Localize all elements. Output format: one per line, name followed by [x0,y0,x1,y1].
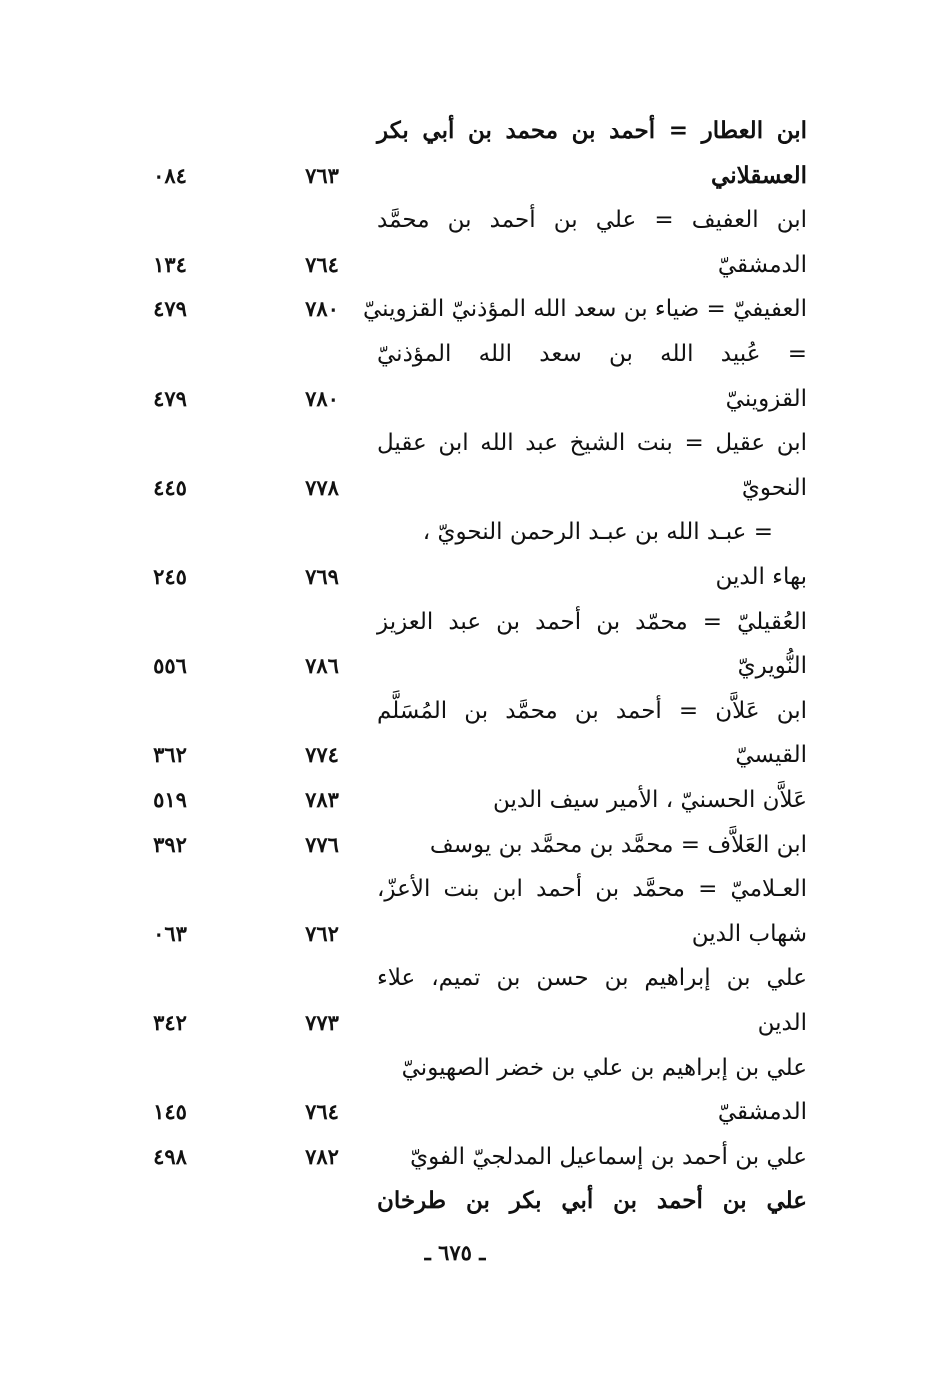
entry-name: الدمشقيّ [717,1099,807,1125]
entry-year: ٧٨٠ [305,386,339,411]
entry-page-ref: ٣٤٢ [153,1010,187,1035]
index-entry-row [0,867,943,911]
index-entry-row [0,421,943,465]
entry-year: ٧٨٣ [305,787,339,812]
entry-name: العـلاميّ = محمَّد بن أحمد ابن بنت الأعزّ، [377,876,807,902]
entry-name: القيسيّ [735,742,807,768]
entry-name: العسقلاني [711,162,807,189]
entry-year: ٧٦٢ [305,921,339,946]
entry-page-ref: ٤٤٥ [153,475,187,500]
entry-name: ابن العفيف = علي بن أحمد بن محمَّد [377,207,807,233]
index-entry-row [0,1135,943,1179]
entry-page-ref: ١٤٥ [153,1099,187,1124]
index-entry-row [0,689,943,733]
entry-page-ref: ٤٧٩ [153,386,187,411]
index-entry-row [0,1179,943,1223]
index-entry-row [0,377,943,421]
entry-name: علي بن أحمد بن أبي بكر بن طرخان [377,1187,807,1214]
entry-page-ref: ٤٧٩ [153,296,187,321]
entry-year: ٧٦٤ [305,1099,339,1124]
entry-year: ٧٧٨ [305,475,339,500]
index-entry-row [0,644,943,688]
entry-page-ref: ٠٨٤ [153,163,187,188]
index-entry-row [0,778,943,822]
index-entry-row [0,555,943,599]
entry-page-ref: ٠٦٣ [153,921,187,946]
entry-name: علي بن إبراهيم بن علي بن خضر الصهيونيّ [401,1055,807,1081]
entry-name: عَلاَّن الحسنيّ ، الأمير سيف الدين [492,787,807,813]
entry-page-ref: ٥٥٦ [153,653,187,678]
index-entry-row [0,912,943,956]
entry-year: ٧٦٣ [305,163,339,188]
entry-page-ref: ١٣٤ [153,252,187,277]
entry-name: بهاء الدين [715,564,807,590]
entry-year: ٧٨٢ [305,1144,339,1169]
entry-name: = عبـد الله بن عبـد الرحمن النحويّ ، [422,519,773,545]
entry-year: ٧٨٠ [305,296,339,321]
entry-name: ابن العَلاَّف = محمَّد بن محمَّد بن يوسف [429,832,807,858]
entry-year: ٧٧٣ [305,1010,339,1035]
entry-year: ٧٧٤ [305,742,339,767]
page-number: ـ ٦٧٥ ـ [424,1240,486,1265]
entry-year: ٧٨٦ [305,653,339,678]
entry-page-ref: ٣٦٢ [153,742,187,767]
index-entry-row [0,1001,943,1045]
index-entry-row [0,600,943,644]
entry-name: ابن عَلاَّن = أحمد بن محمَّد بن المُسَلَّم [377,698,807,724]
entry-year: ٧٧٦ [305,832,339,857]
entry-name: العفيفيّ = ضياء بن سعد الله المؤذنيّ القزوينيّ [362,296,807,322]
entry-year: ٧٦٩ [305,564,339,589]
entry-name: = عُبيد الله بن سعد الله المؤذنيّ [377,341,807,367]
entry-name: علي بن إبراهيم بن حسن بن تميم، علاء [377,965,807,991]
index-entry-row [0,287,943,331]
entry-page-ref: ٥١٩ [153,787,187,812]
index-entry-row [0,733,943,777]
index-entry-row [0,243,943,287]
entry-name: شهاب الدين [691,921,807,947]
index-entry-row [0,510,943,554]
index-entry-row [0,154,943,198]
entry-name: النحويّ [741,475,807,501]
index-entry-row [0,1090,943,1134]
entry-page-ref: ٤٩٨ [153,1144,187,1169]
index-entry-row [0,823,943,867]
entry-name: علي بن أحمد بن إسماعيل المدلجيّ الفويّ [410,1144,807,1170]
entry-name: العُقيليّ = محمّد بن أحمد بن عبد العزيز [377,609,807,635]
index-entry-row [0,956,943,1000]
entry-year: ٧٦٤ [305,252,339,277]
index-entry-row [0,109,943,153]
entry-name: ابن العطار = أحمد بن محمد بن أبي بكر [377,117,807,144]
entry-name: القزوينيّ [725,386,807,412]
entry-name: الدين [757,1010,807,1036]
entry-page-ref: ٣٩٢ [153,832,187,857]
entry-name: ابن عقيل = بنت الشيخ عبد الله ابن عقيل [377,430,807,456]
entry-name: الدمشقيّ [717,252,807,278]
entry-page-ref: ٢٤٥ [153,564,187,589]
index-entry-row [0,198,943,242]
index-entry-row [0,466,943,510]
index-entry-row [0,332,943,376]
index-entry-row [0,1046,943,1090]
entry-name: النُّويريّ [737,653,807,679]
